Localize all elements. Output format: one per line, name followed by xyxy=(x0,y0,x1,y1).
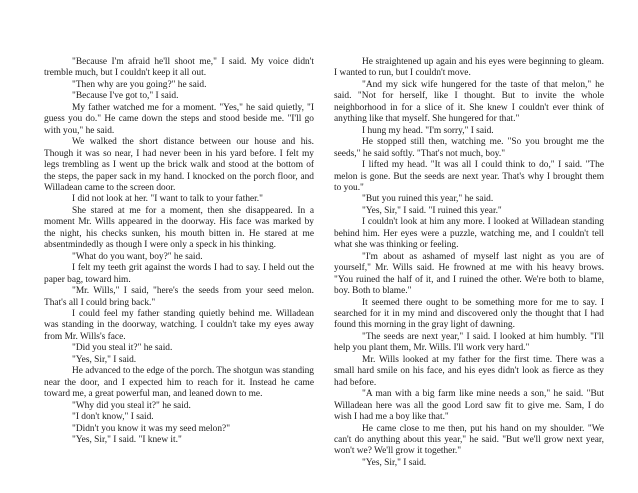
paragraph: He stopped still then, watching me. "So you brought me the seeds," he said softly. "That's not much, boy." xyxy=(334,137,604,159)
paragraph: I could feel my father standing quietly behind me. Willadean was standing in the doorway, watching. I couldn't take my eyes away from Mr. Wills's face. xyxy=(44,308,314,342)
paragraph: "Then why are you going?" he said. xyxy=(72,79,207,90)
paragraph: "Because I'm afraid he'll shoot me," I said. My voice didn't tremble much, but I couldn't keep it all out. xyxy=(44,57,314,79)
paragraph: My father watched me for a moment. "Yes," he said quietly, "I guess you do." He came down the steps and stood beside me. "I'll go with you," he said. xyxy=(44,102,314,136)
paragraph: "Mr. Wills," I said, "here's the seeds from your seed melon. That's all I could bring back." xyxy=(44,286,314,308)
paragraph: "What do you want, boy?" he said. xyxy=(72,251,203,262)
paragraph: "Yes, Sir," I said. xyxy=(72,354,137,365)
paragraph: I hung my head. "I'm sorry," I said. xyxy=(362,125,494,136)
paragraph: "I don't know," I said. xyxy=(72,412,154,423)
paragraph: "Yes, Sir," I said. xyxy=(362,457,427,468)
paragraph: "A man with a big farm like mine needs a son," he said. "But Willadean here was all the good Lord saw fit to give me. Sam, I do wish I had me a boy like that." xyxy=(334,389,604,423)
paragraph: He advanced to the edge of the porch. The shotgun was standing near the door, and I expected him to reach for it. Instead he came toward me, a great powerful man, and leaned down to me. xyxy=(44,366,314,400)
left-page-column xyxy=(44,57,314,446)
paragraph: "Yes, Sir," I said. "I ruined this year." xyxy=(362,205,502,216)
paragraph: "Because I've got to," I said. xyxy=(72,91,179,102)
paragraph: "The seeds are next year," I said. I looked at him humbly. "I'll help you plant them, Mr. Wills. I'll work very hard." xyxy=(334,331,604,354)
paragraph: "I'm about as ashamed of myself last night as you are of yourself," Mr. Wills said. He frowned at me with his heavy brows. "You ruined the half of it, and I ruined the other. We're both to blame, boy. Both to blame." xyxy=(334,251,604,297)
paragraph: Mr. Wills looked at my father for the first time. There was a small hard smile on his face, and his eyes didn't look as fierce as they had before. xyxy=(334,354,604,388)
paragraph: "Why did you steal it?" he said. xyxy=(72,400,191,411)
paragraph: "But you ruined this year," he said. xyxy=(362,194,494,205)
paragraph: She stared at me for a moment, then she disappeared. In a moment Mr. Wills appeared in the doorway. His face was marked by the night, his checks sunken, his mouth bitten in. He stared at me absentmindedly as though I were only a speck in his thinking. xyxy=(44,205,314,251)
paragraph: We walked the short distance between our house and his. Though it was so near, I had never been in his yard before. I felt my legs trembling as I went up the brick walk and stood at the bottom of the steps, the paper sack in my hand. I knocked on the porch floor, and Willadean came to the screen door. xyxy=(44,137,314,193)
paragraph: I lifted my head. "It was all I could think to do," I said. "The melon is gone. But the seeds are next year. That's why I brought them to you." xyxy=(334,160,604,193)
right-page-column xyxy=(334,57,604,469)
paragraph: He straightened up again and his eyes were beginning to gleam. I wanted to run, but I couldn't move. xyxy=(334,57,604,79)
paragraph: "And my sick wife hungered for the taste of that melon," he said. "Not for herself, like I thought. But to invite the whole neighborhood in for a slice of it. She knew I couldn't ever think of anything like that myself. She hungered for that." xyxy=(334,79,604,125)
paragraph: "Did you steal it?" he said. xyxy=(72,343,173,354)
paragraph: "Yes, Sir," I said. "I knew it." xyxy=(72,434,182,445)
paragraph: I felt my teeth grit against the words I had to say. I held out the paper bag, toward him. xyxy=(44,263,314,285)
paragraph: I did not look at her. "I want to talk to your father." xyxy=(72,194,263,205)
paragraph: It seemed there ought to be something more for me to say. I searched for it in my mind and discovered only the thought that I had found this morning in the gray light of dawning. xyxy=(334,297,604,331)
paragraph: He came close to me then, put his hand on my shoulder. "We can't do anything about this year," he said. "But we'll grow next year, won't we? We'll grow it together." xyxy=(334,423,604,457)
paragraph: "Didn't you know it was my seed melon?" xyxy=(72,423,231,434)
paragraph: I couldn't look at him any more. I looked at Willadean standing behind him. Her eyes were a puzzle, watching me, and I couldn't tell what she was thinking or feeling. xyxy=(334,217,604,251)
